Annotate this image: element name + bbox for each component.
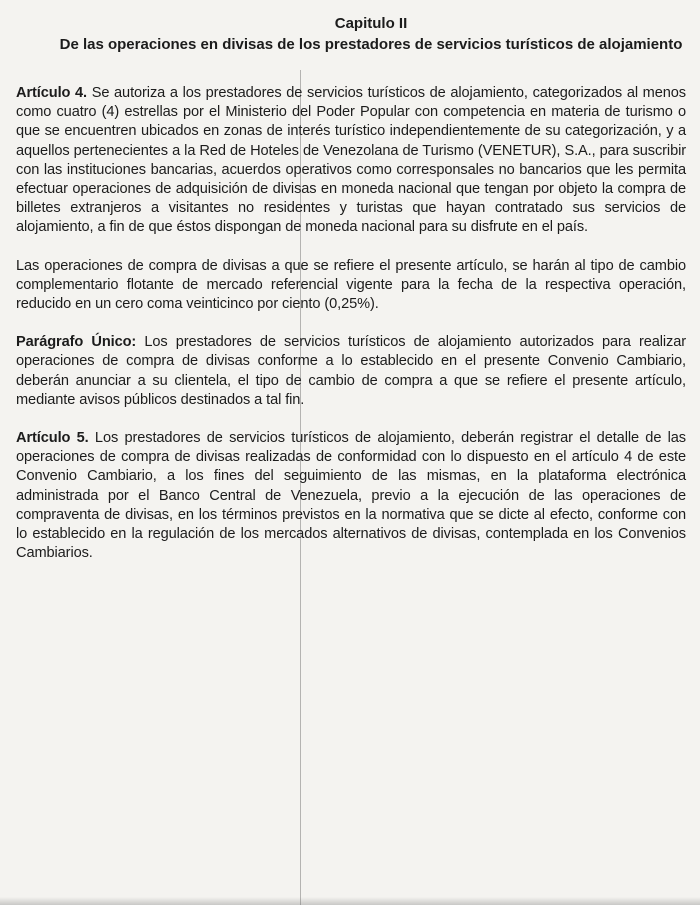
article-5-text: Los prestadores de servicios turísticos de alojamiento, deberán registrar el detalle de las operaciones de compra de divisas realizadas de conformidad con lo dispuesto en el artículo 4 de este Convenio Cambiario, a los fines del seguimiento de las mismas, en la plataforma electrónica administrada por el Banco Central de Venezuela, previo a la ejecución de las operaciones de compraventa de divisas, en los términos previstos en la normativa que se dicte al efecto, conforme con lo establecido en la regulación de los mercados alternativos de divisas, contemplada en los Convenios Cambiarios. [16, 430, 687, 562]
exchange-rate-paragraph [16, 257, 686, 315]
chapter-number: Capitulo II [334, 15, 408, 32]
article-4-text: Se autoriza a los prestadores de servicios turísticos de alojamiento, categorizados al menos como cuatro (4) estrellas por el Ministerio del Poder Popular con competencia en materia de turismo o que se encuentren ubicados en zonas de interés turístico independientemente de su categorización, y a aquellos pertenecientes a la Red de Hoteles de Venezolana de Turismo (VENETUR), S.A., para suscribir con las instituciones bancarias, acuerdos operativos como corresponsales no bancarios que les permita efectuar operaciones de adquisición de divisas en moneda nacional que tengan por objeto la compra de billetes extranjeros a visitantes no residentes y turistas que hayan contratado sus servicios de alojamiento, a fin de que éstos dispongan de moneda nacional para su disfrute en el país. [16, 85, 686, 236]
scan-bottom-edge [0, 897, 700, 905]
article-4-paragraph [16, 84, 686, 238]
chapter-header [16, 14, 686, 54]
article-5-paragraph [16, 429, 686, 563]
exchange-rate-text: Las operaciones de compra de divisas a que se refiere el presente artículo, se harán al tipo de cambio complementario flotante de mercado referencial vigente para la fecha de la respectiva operación, reducido en un cero coma veinticinco por ciento (0,25%). [16, 257, 686, 313]
single-paragraph-clause [16, 333, 686, 410]
single-paragraph-text: Los prestadores de servicios turísticos de alojamiento autorizados para realizar operaciones de compra de divisas conforme a lo establecido en el presente Convenio Cambiario, deberán anunciar a su clientela, el tipo de cambio de compra a que se refiere el presente artículo, mediante avisos públicos destinados a tal fin. [16, 334, 686, 408]
single-paragraph-label: Parágrafo Único: [16, 334, 137, 351]
article-4-label: Artículo 4. [16, 85, 87, 101]
scan-fold-line [300, 70, 301, 905]
article-5-label: Artículo 5. [16, 430, 89, 447]
chapter-title: De las operaciones en divisas de los prestadores de servicios turísticos de alojamiento [59, 36, 683, 53]
